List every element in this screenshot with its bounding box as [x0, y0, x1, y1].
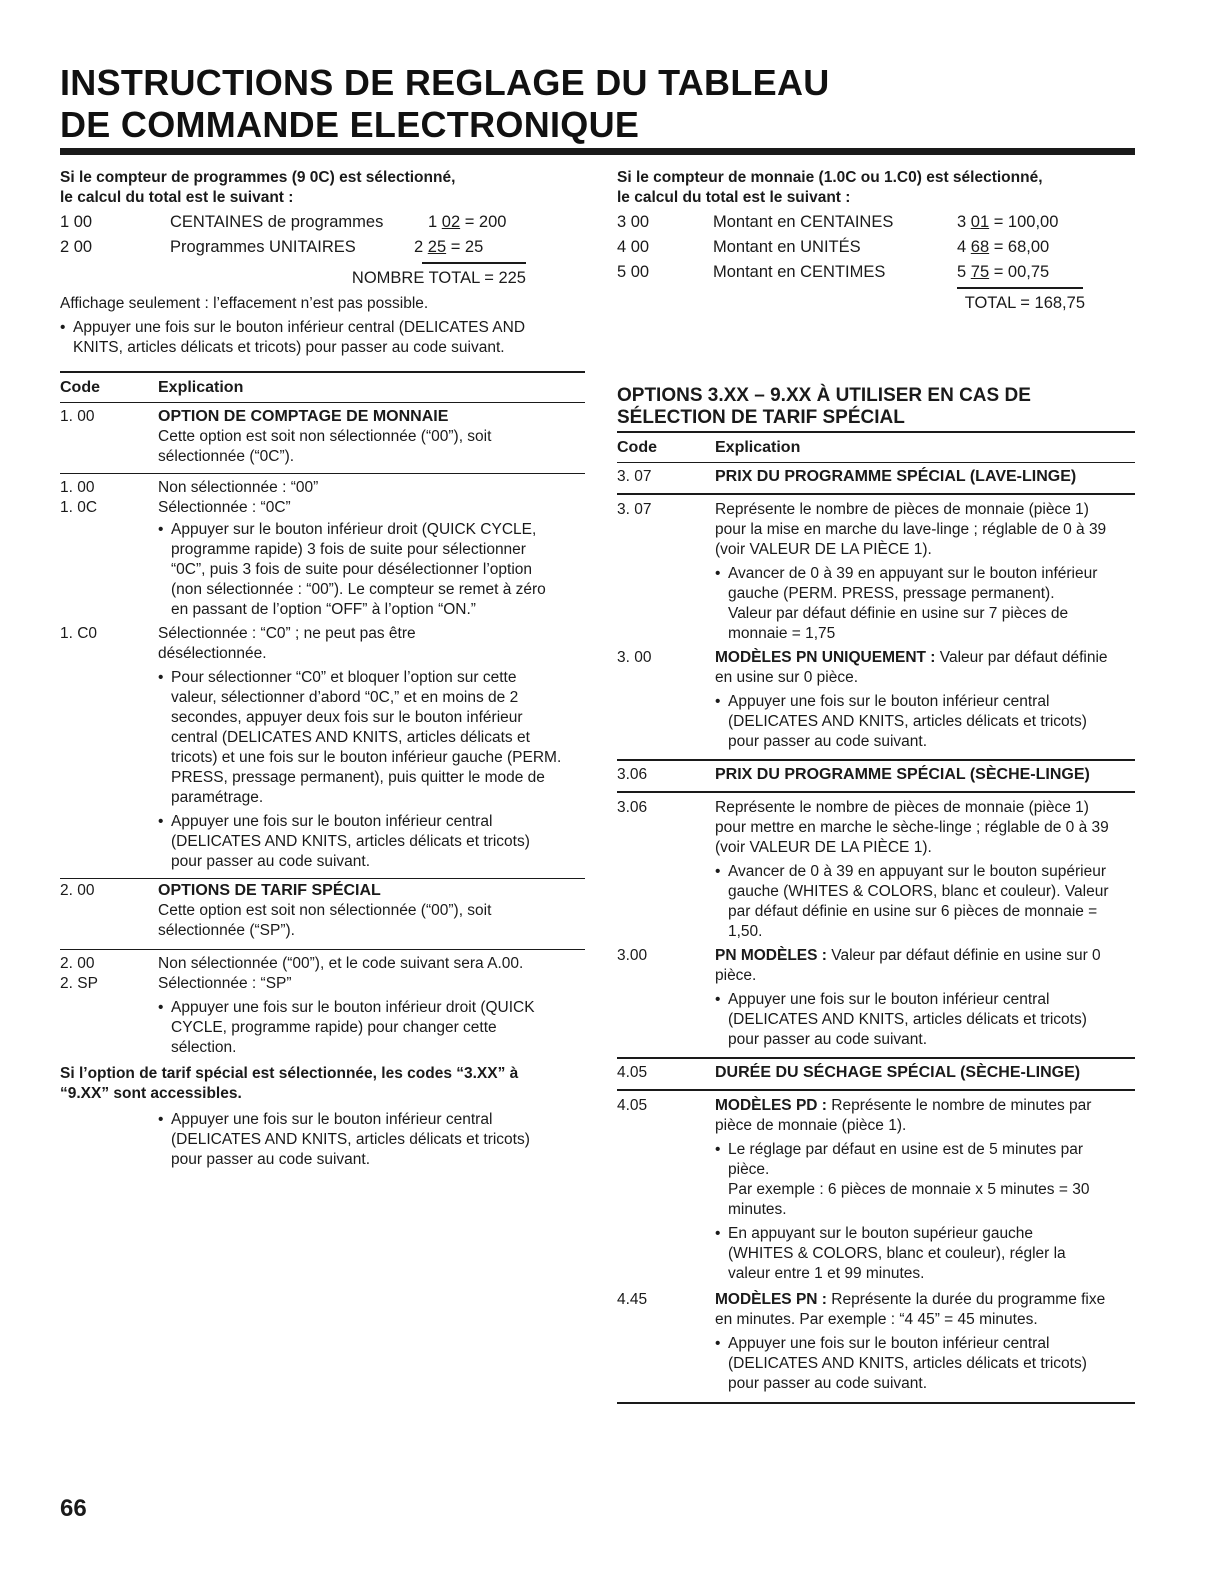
title-divider — [60, 148, 1135, 155]
calc-value: 1 02 = 200 — [428, 213, 507, 231]
bullet: • Appuyer une fois sur le bouton inférieur droit (QUICK CYCLE, programme rapide) pour changer cette sélection. — [158, 998, 563, 1058]
code: 1. 00 — [60, 408, 95, 425]
calc-row — [617, 210, 1135, 235]
section-coin-option — [60, 403, 585, 467]
bullet: • Appuyer une fois sur le bouton inférieur central (DELICATES AND KNITS, articles délicats et tricots) pour passer au code suivant. — [715, 692, 1095, 752]
col-code-header: Code — [617, 439, 657, 456]
calc-value: 3 01 = 100,00 — [957, 213, 1059, 231]
bullet: • Pour sélectionner “C0” et bloquer l’option sur cette valeur, sélectionner d’abord “0C,” et en moins de 2 secondes, appuyer deux fois sur le bouton inférieur central (DELICATES AND KNITS, articles délicats et tricots) et une fois sur le bouton inférieur gauche (PERM. PRESS, pressage permanent), puis quitter le mode de paramétrage. — [158, 668, 563, 808]
calc-row — [60, 235, 585, 260]
note-row — [60, 1110, 585, 1170]
bullet: • En appuyant sur le bouton supérieur gauche (WHITES & COLORS, blanc et couleur), régler la valeur entre 1 et 99 minutes. — [715, 1224, 1100, 1284]
calc-row — [617, 260, 1135, 285]
calc-code: 2 00 — [60, 238, 93, 256]
bullet-text: • Le réglage par défaut en usine est de 5 minutes par pièce. — [728, 1141, 1084, 1178]
row-text: Sélectionnée : “0C” — [158, 499, 291, 516]
section-title: PRIX DU PROGRAMME SPÉCIAL (SÈCHE-LINGE) — [715, 766, 1090, 783]
section-title: OPTIONS DE TARIF SPÉCIAL — [158, 882, 381, 899]
calc-label: Montant en CENTAINES — [713, 213, 894, 231]
sum-rule — [422, 262, 526, 264]
section-dry-time — [617, 1059, 1135, 1086]
col-explication-header: Explication — [158, 379, 244, 396]
calc-value: 5 75 = 00,75 — [957, 263, 1050, 281]
section-title-line2: SÉLECTION DE TARIF SPÉCIAL — [617, 407, 905, 428]
col-code-header: Code — [60, 379, 100, 396]
program-total: NOMBRE TOTAL = 225 — [351, 269, 526, 287]
display-note: Affichage seulement : l’effacement n’est pas possible. — [60, 295, 429, 312]
row-text-bold: MODÈLES PN UNIQUEMENT : — [715, 649, 936, 666]
code: 1. C0 — [60, 625, 98, 642]
section-title: DURÉE DU SÉCHAGE SPÉCIAL (SÈCHE-LINGE) — [715, 1064, 1081, 1081]
table-row — [617, 1284, 1135, 1394]
money-counter-heading-2: le calcul du total est le suivant : — [617, 189, 851, 206]
bullet: • Avancer de 0 à 39 en appuyant sur le bouton supérieur gauche (WHITES & COLORS, blanc et couleur). Valeur par défaut définie en usine sur 6 pièces de monnaie = 1,50. — [715, 862, 1110, 942]
program-counter-heading-2: le calcul du total est le suivant : — [60, 189, 294, 206]
table-row — [60, 974, 585, 1058]
page-title-line1: INSTRUCTIONS DE REGLAGE DU TABLEAU — [60, 62, 830, 103]
table-row — [60, 950, 585, 974]
code: 1. 00 — [60, 479, 95, 496]
bullet — [715, 1140, 1120, 1220]
calc-row — [60, 210, 585, 235]
section-desc: Cette option est soit non sélectionnée (“00”), soit sélectionnée (“0C”). — [158, 428, 492, 465]
row-body — [715, 648, 1135, 752]
col-explication-header: Explication — [715, 439, 801, 456]
money-total: TOTAL = 168,75 — [964, 294, 1085, 312]
row-text: Représente le nombre de pièces de monnaie (pièce 1) pour mettre en marche le sèche-linge ; réglable de 0 à 39 (voir VALEUR DE LA PIÈCE 1). — [715, 799, 1109, 856]
calc-code: 4 00 — [617, 238, 650, 256]
row-text-rest: Représente le nombre de minutes par pièce de monnaie (pièce 1). — [715, 1097, 1092, 1134]
row-text-bold: MODÈLES PN : — [715, 1291, 827, 1308]
special-price-note: Si l’option de tarif spécial est sélectionnée, les codes “3.XX” à “9.XX” sont accessibles. — [60, 1065, 519, 1102]
money-counter-heading-1: Si le compteur de monnaie (1.0C ou 1.C0) est sélectionné, — [617, 169, 1043, 186]
section-body — [158, 407, 585, 467]
row-body — [715, 946, 1135, 1050]
row-body — [158, 498, 585, 620]
row-text — [715, 648, 1115, 688]
row-body — [158, 974, 585, 1058]
row-text — [715, 1096, 1115, 1136]
table-header — [60, 373, 585, 402]
code: 1. 0C — [60, 499, 98, 516]
program-counter-intro — [60, 168, 585, 358]
table-header — [617, 433, 1135, 462]
section-desc: Cette option est soit non sélectionnée (“00”), soit sélectionnée (“SP”). — [158, 902, 492, 939]
row-body — [158, 624, 585, 872]
bullet: • Appuyer sur le bouton inférieur droit (QUICK CYCLE, programme rapide) 3 fois de suite pour sélectionner “0C”, puis 3 fois de suite pour désélectionner l’option (non sélectionnée : “00”). Le compteur se remet à zéro en passant de l’option “OFF” à l’option “ON.” — [158, 520, 563, 620]
code: 4.05 — [617, 1064, 648, 1081]
calc-row — [617, 235, 1135, 260]
row-text: Représente le nombre de pièces de monnaie (pièce 1) pour la mise en marche du lave-linge ; réglable de 0 à 39 (voir VALEUR DE LA PIÈCE 1). — [715, 501, 1107, 558]
table-row — [60, 498, 585, 620]
code: 3.06 — [617, 799, 648, 816]
section-title-line1: OPTIONS 3.XX – 9.XX À UTILISER EN CAS DE — [617, 385, 1031, 406]
row-text-bold: MODÈLES PD : — [715, 1097, 827, 1114]
table-row — [617, 644, 1135, 752]
calc-value: 4 68 = 68,00 — [957, 238, 1050, 256]
table-bottom-rule — [617, 1402, 1135, 1404]
left-column — [60, 168, 585, 1170]
row-body — [715, 1096, 1135, 1284]
special-price-options-title — [617, 385, 1135, 429]
code: 2. 00 — [60, 955, 95, 972]
code: 3.06 — [617, 766, 648, 783]
code: 4.05 — [617, 1097, 648, 1114]
code: 2. 00 — [60, 882, 95, 899]
page-title — [60, 62, 1140, 146]
row-text: Non sélectionnée (“00”), et le code suivant sera A.00. — [158, 955, 524, 972]
right-column — [617, 168, 1135, 1404]
table-row — [60, 620, 585, 872]
calc-label: Programmes UNITAIRES — [170, 238, 356, 256]
row-text-rest: Représente la durée du programme fixe en minutes. Par exemple : “4 45” = 45 minutes. — [715, 1291, 1106, 1328]
section-dryer-price — [617, 761, 1135, 788]
row-text — [715, 946, 1130, 986]
bullet: • Appuyer une fois sur le bouton inférieur central (DELICATES AND KNITS, articles délicats et tricots) pour passer au code suivant. — [158, 812, 538, 872]
page-number: 66 — [60, 1495, 87, 1522]
row-text-rest: Valeur par défaut définie en usine sur 0 pièce. — [715, 649, 1108, 686]
row-text — [715, 1290, 1115, 1330]
row-body — [715, 500, 1135, 644]
row-text: Sélectionnée : “SP” — [158, 975, 292, 992]
bullet: • Appuyer une fois sur le bouton inférieur central (DELICATES AND KNITS, articles délicats et tricots) pour passer au code suivant. — [715, 990, 1095, 1050]
code: 2. SP — [60, 975, 98, 992]
code: 3.00 — [617, 947, 648, 964]
code: 3. 00 — [617, 649, 652, 666]
code: 3. 07 — [617, 501, 652, 518]
calc-code: 1 00 — [60, 213, 93, 231]
table-row — [617, 793, 1135, 942]
row-text: Non sélectionnée : “00” — [158, 479, 319, 496]
row-text: Sélectionnée : “C0” ; ne peut pas être désélectionnée. — [158, 625, 416, 662]
sum-rule — [957, 287, 1083, 289]
row-body — [715, 1290, 1135, 1394]
section-title: OPTION DE COMPTAGE DE MONNAIE — [158, 408, 449, 425]
row-text-bold: PN MODÈLES : — [715, 947, 827, 964]
row-text-rest: Valeur par défaut définie en usine sur 0 pièce. — [715, 947, 1101, 984]
calc-label: CENTAINES de programmes — [170, 213, 384, 231]
bullet: • Appuyer une fois sur le bouton inférieur central (DELICATES AND KNITS, articles délicats et tricots) pour passer au code suivant. — [158, 1110, 538, 1170]
section-special-price — [60, 879, 585, 941]
section-body — [158, 881, 585, 941]
section-title: PRIX DU PROGRAMME SPÉCIAL (LAVE-LINGE) — [715, 468, 1077, 485]
table-row — [60, 474, 585, 498]
spacer — [60, 1110, 158, 1170]
code: 3. 07 — [617, 468, 652, 485]
page-title-line2: DE COMMANDE ELECTRONIQUE — [60, 104, 640, 145]
bullet: • Avancer de 0 à 39 en appuyant sur le bouton inférieur gauche (PERM. PRESS, pressage permanent). Valeur par défaut définie en usine sur 7 pièces de monnaie = 1,75 — [715, 564, 1100, 644]
program-counter-heading-1: Si le compteur de programmes (9 0C) est sélectionné, — [60, 169, 456, 186]
money-counter-intro — [617, 168, 1135, 315]
bullet-example: Par exemple : 6 pièces de monnaie x 5 minutes = 30 minutes. — [728, 1181, 1090, 1218]
calc-value: 2 25 = 25 — [414, 238, 484, 256]
calc-label: Montant en UNITÉS — [713, 238, 861, 256]
bullet: • Appuyer une fois sur le bouton inférieur central (DELICATES AND KNITS, articles délicats et tricots) pour passer au code suivant. — [715, 1334, 1095, 1394]
table-row — [617, 495, 1135, 644]
next-code-bullet: • Appuyer une fois sur le bouton inférieur central (DELICATES AND KNITS, articles délicats et tricots) pour passer au code suivant. — [60, 318, 550, 358]
section-washer-price — [617, 463, 1135, 490]
table-row — [617, 942, 1135, 1050]
calc-code: 3 00 — [617, 213, 650, 231]
table-row — [617, 1091, 1135, 1284]
calc-label: Montant en CENTIMES — [713, 263, 886, 281]
row-body — [715, 798, 1135, 942]
calc-code: 5 00 — [617, 263, 650, 281]
code: 4.45 — [617, 1291, 648, 1308]
